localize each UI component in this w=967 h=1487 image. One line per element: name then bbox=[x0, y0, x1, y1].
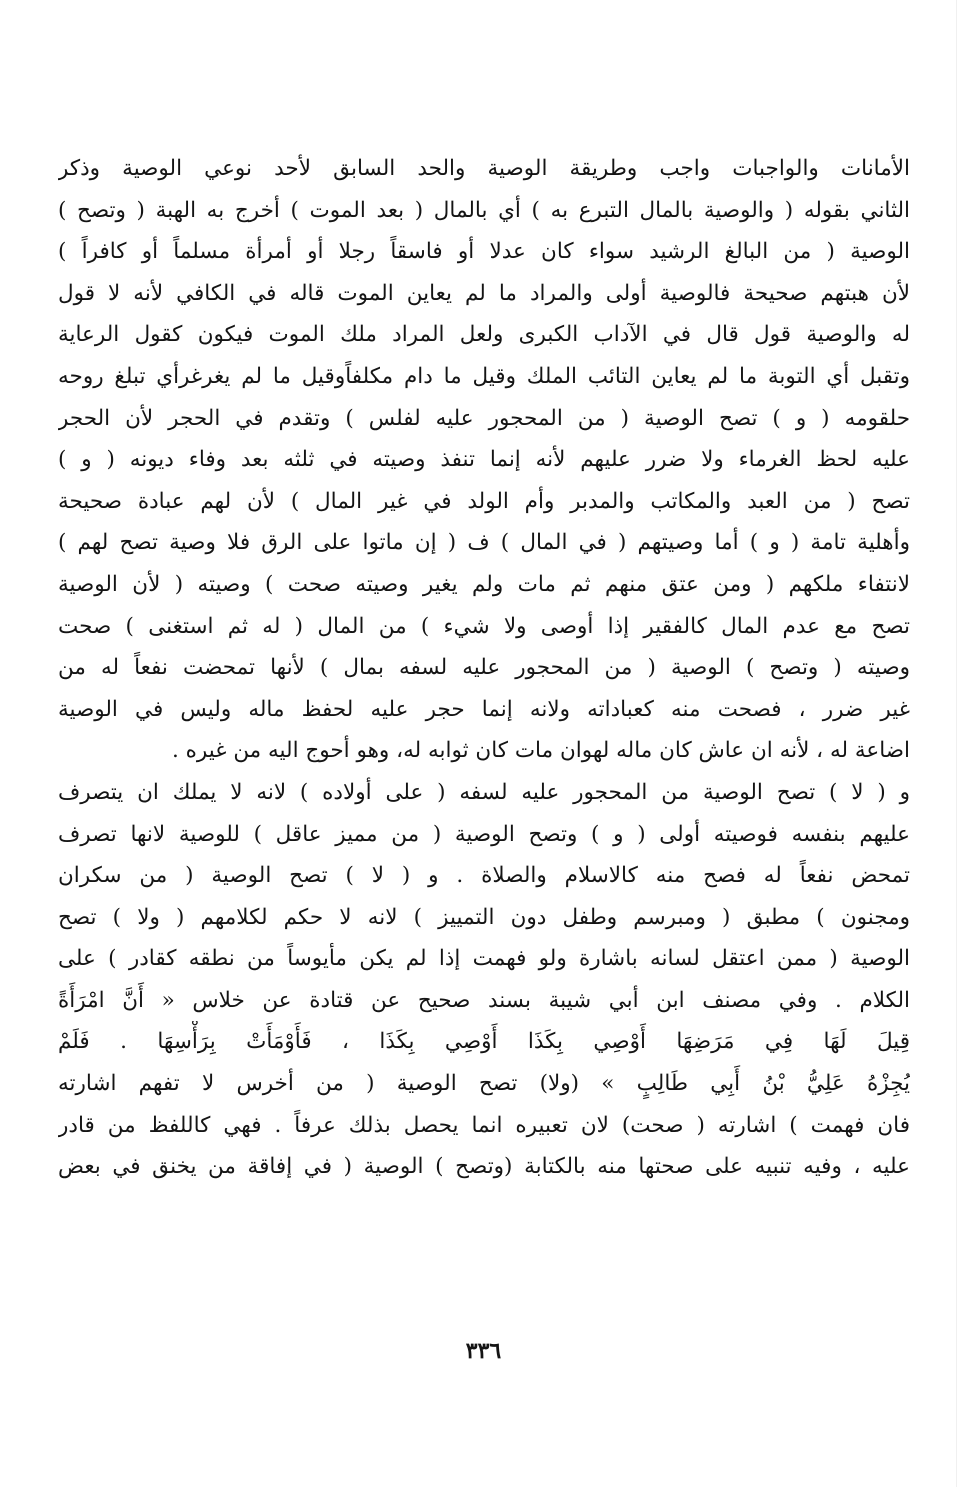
text-line: الكلام . وفي مصنف ابن أبي شيبة بسند صحيح عن قتادة عن خلاس « أَنَّ امْرَأَةً bbox=[58, 987, 910, 1013]
text-line: لانتفاء ملكهم ( ومن عتق منهم ثم مات ولم يغير وصيته صحت ) وصيته ( لأن الوصية bbox=[58, 571, 910, 597]
text-line: و ( لا ) تصح الوصية من المحجور عليه لسفه ( على أولاده ) لانه لا يملك ان يتصرف bbox=[58, 779, 910, 805]
text-line: حلقومه ( و ) تصح الوصية ( من المحجور عليه لفلس ) وتقدم في الحجر لأن الحجر bbox=[58, 405, 910, 431]
text-line: اضاعة له ، لأنه ان عاش كان ماله لهوان مات كان ثوابه له، وهو أحوج اليه من غيره . bbox=[171, 738, 910, 764]
text-line: وتقبل أي التوبة ما لم يعاين التائب الملك وقيل ما دام مكلفاًوقيل ما لم يغرغرأي تبلغ روحه bbox=[58, 363, 910, 389]
text-line: قِيلَ لَهَا فِي مَرَضِهَا أَوْصِي بِكَذَا أَوْصِي بِكَذَا ، فَأَوْمَأَتْ بِرَأْسِهَا . فَلَمْ bbox=[58, 1029, 910, 1055]
page-edge-mark bbox=[956, 0, 957, 1487]
text-line: الوصية ( ممن اعتقل لسانه باشارة ولو فهمت إذا لم يكن مأيوساً من نطقه كقادر ) على bbox=[58, 946, 910, 972]
text-line: غير ضرر ، فصحت منه كعباداته ولانه إنما حجر عليه لحفظ ماله وليس في الوصية bbox=[58, 696, 910, 722]
text-line: الثاني بقوله ( والوصية بالمال التبرع به ) أي بالمال ( بعد الموت ) أخرج به الهبة ( وتصح ) bbox=[58, 197, 910, 223]
text-line: الوصية ( من البالغ الرشيد سواء كان عدلا أو فاسقاً رجلا أو أمرأة مسلماً أو كافراً ) bbox=[58, 239, 910, 265]
text-line: يُجِزْهُ عَلِيُّ بْنُ أَبِي طَالِبٍ » (ولا) تصح الوصية ( من أخرس لا تفهم اشارته bbox=[58, 1071, 910, 1097]
text-line: وأهلية تامة ( و ) أما وصيتهم ( في المال ) ف ( إن ماتوا على الرق فلا وصية تصح لهم ) bbox=[58, 530, 910, 556]
text-line: وصيته ( وتصح ) الوصية ( من المحجور عليه لسفه بمال ) لأنها تمحضت نفعاً له من bbox=[58, 655, 910, 681]
text-line: له والوصية قول قال في الآداب الكبرى ولعل المراد ملك الموت فيكون كقول الرعاية bbox=[58, 322, 910, 348]
text-line: ومجنون ) مطبق ( ومبرسم وطفل دون التمييز ) لانه لا حكم لكلامهم ( ولا ) تصح bbox=[58, 904, 910, 930]
text-line: لأن هبتهم صحيحة فالوصية أولى والمراد ما لم يعاين الموت قاله في الكافي لأنه لا قول bbox=[58, 280, 910, 306]
text-line: عليهم بنفسه فوصيته أولى ( و ) وتصح الوصية ( من مميز عاقل ) للوصية لانها تصرف bbox=[58, 821, 910, 847]
text-line: تصح مع عدم المال كالفقير إذا أوصى ولا شيء ) من المال ( له ثم استغنى ) صحت bbox=[58, 613, 910, 639]
text-line: عليه ، وفيه تنبيه على صحتها منه بالكتابة (وتصح ) الوصية ( في إفاقة من يخنق في بعض bbox=[58, 1154, 910, 1180]
text-line: تصح ( من العبد والمكاتب والمدبر وأم الولد في غير المال ) لأن لهم عبادة صحيحة bbox=[58, 488, 910, 514]
text-line: تمحض نفعاً له فصح منه كالاسلام والصلاة . و ( لا ) تصح الوصية ( من سكران bbox=[58, 863, 910, 889]
text-line: فان فهمت ) اشارته ( صحت) لان تعبيره انما يحصل بذلك عرفاً . فهي كاللفظ من قادر bbox=[58, 1112, 910, 1138]
text-line: عليه لحظ الغرماء ولا ضرر عليهم لأنه إنما تنفذ وصيته في ثلثه بعد وفاء ديونه ( و ) bbox=[58, 447, 910, 473]
text-line: الأمانات والواجبات واجب وطريقة الوصية والحد السابق لأحد نوعي الوصية وذكر bbox=[58, 156, 910, 181]
page-number: ٣٣٦ bbox=[465, 1338, 502, 1364]
body-text bbox=[58, 148, 910, 1188]
